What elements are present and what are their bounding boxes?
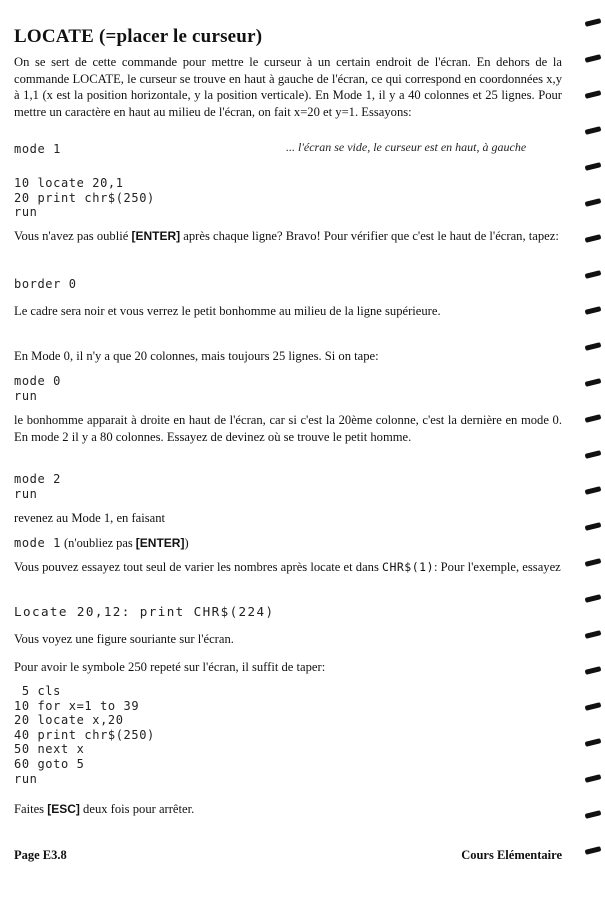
binding-mark [585,126,602,135]
binding-mark [585,522,602,531]
binding-mark [585,558,602,567]
binding-mark [585,666,602,675]
vary-paragraph [14,559,562,576]
enter-reminder-text-b: après chaque ligne? Bravo! Pour vérifier que c'est le haut de l'écran, tapez: [180,229,559,243]
binding-mark [585,306,602,315]
binding-mark [585,738,602,747]
mode0-paragraph: En Mode 0, il n'y a que 20 colonnes, mais toujours 25 lignes. Si on tape: [14,349,379,363]
code-mode1-return: mode 1 [14,536,61,550]
code-mode1-return-close: ) [184,536,189,550]
binding-mark [585,414,602,423]
esc-paragraph [14,801,562,818]
binding-mark [585,486,602,495]
binding-mark [585,450,602,459]
intro-paragraph: On se sert de cette commande pour mettre le curseur à un certain endroit de l'écran. En dehors de la commande LOCATE, le curseur se trouve en haut à gauche de l'écran, ce qui correspond en coordonnées x,y à 1,1 (x est la position horizontale, y la position verticale). En Mode 1, il y a 40 colonnes et 25 lignes. Pour mettre un caractère en haut au milieu de l'écran, on fait x=20 et y=1. Essayons: [14,55,562,119]
enter-reminder-text-a: Vous n'avez pas oublié [14,229,132,243]
footer-page-number: Page E3.8 [14,848,67,862]
border-paragraph: Le cadre sera noir et vous verrez le petit bonhomme au milieu de la ligne supérieure. [14,304,441,318]
binding-mark [585,270,602,279]
binding-mark [585,594,602,603]
binding-mark [585,810,602,819]
code-mode1-note: ... l'écran se vide, le curseur est en haut, à gauche [286,140,527,154]
binding-mark [585,846,602,855]
code-border: border 0 [14,277,77,291]
binding-mark [585,90,602,99]
enter-key-label-2: [ENTER] [135,536,185,550]
binding-mark [585,198,602,207]
binding-mark [585,18,602,27]
document-page [14,0,562,900]
code-mode2: mode 2 run [14,472,61,501]
enter-key-label: [ENTER] [131,229,181,243]
vary-text-b: : Pour l'exemple, essayez [434,560,561,574]
esc-text-a: Faites [14,802,48,816]
mode2-paragraph: le bonhomme apparait à droite en haut de l'écran, car si c'est la 20ème colonne, c'est la dernière en mode 0. En mode 2 il y a 80 colonnes. Essayez de devinez où se trouve le petit homme. [14,413,562,444]
vary-text-a: Vous pouvez essayez tout seul de varier les nombres après locate et dans [14,560,383,574]
binding-mark [585,702,602,711]
binding-mark [585,234,602,243]
vary-chr-code: CHR$(1) [382,560,434,574]
code-mode1-return-note: (n'oubliez pas [60,536,136,550]
smiley-paragraph: Vous voyez une figure souriante sur l'écran. [14,632,234,646]
code-mode1: mode 1 [14,142,61,156]
binding-mark [585,342,602,351]
esc-text-b: deux fois pour arrêter. [79,802,195,816]
code-locate-program: 10 locate 20,1 20 print chr$(250) run [14,176,155,220]
esc-key-label: [ESC] [47,802,80,816]
footer-course-title: Cours Elémentaire [461,848,562,862]
page-title: LOCATE (=placer le curseur) [14,26,263,47]
code-mode1-return-line [14,534,562,552]
return-mode1-paragraph: revenez au Mode 1, en faisant [14,511,166,525]
binding-mark [585,774,602,783]
binding-mark [585,54,602,63]
binding-mark [585,630,602,639]
code-loop-program: 5 cls 10 for x=1 to 39 20 locate x,20 40 print chr$(250) 50 next x 60 goto 5 run [14,684,155,786]
code-locate-smiley: Locate 20,12: print CHR$(224) [14,604,275,619]
binding-mark [585,378,602,387]
binding-marks [579,0,605,900]
enter-reminder-paragraph [14,228,562,245]
repeat-paragraph: Pour avoir le symbole 250 repeté sur l'écran, il suffit de taper: [14,660,326,674]
binding-mark [585,162,602,171]
code-mode1-line [14,140,562,156]
code-mode0: mode 0 run [14,374,61,403]
